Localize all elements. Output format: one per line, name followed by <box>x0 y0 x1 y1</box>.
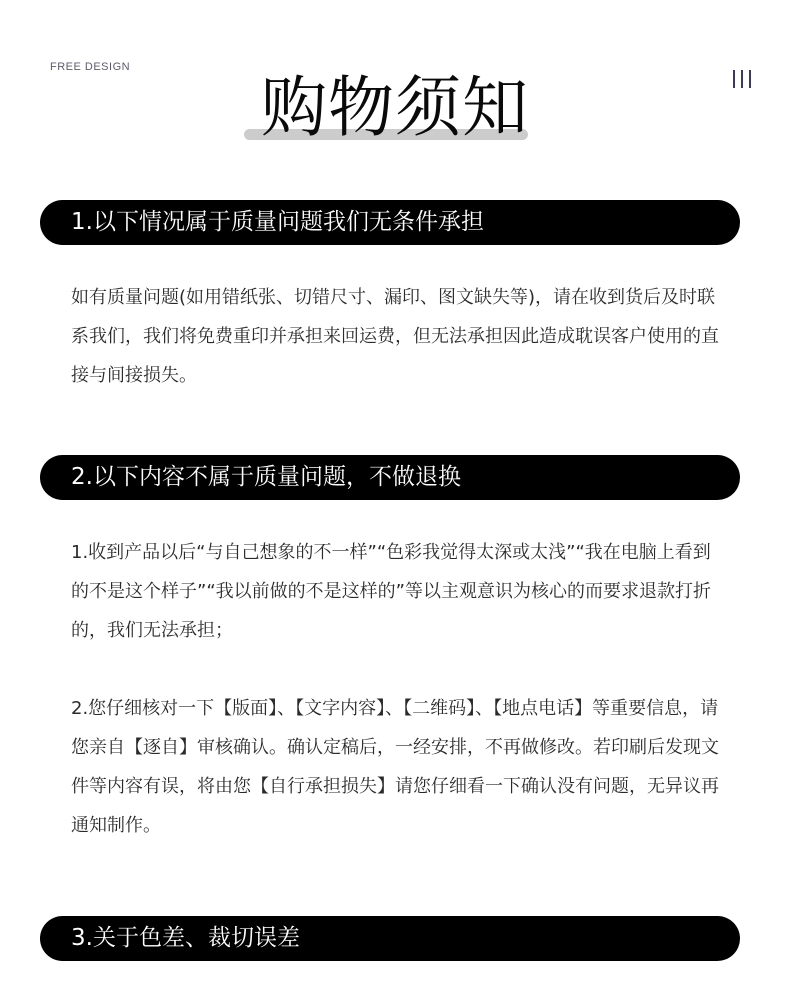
brand-label: FREE DESIGN <box>50 61 131 73</box>
section-1-paragraph: 如有质量问题(如用错纸张、切错尺寸、漏印、图文缺失等)，请在收到货后及时联系我们，我们将免费重印并承担来回运费，但无法承担因此造成耽误客户使用的直接与间接损失。 <box>71 287 719 386</box>
section-heading-1: 1.以下情况属于质量问题我们无条件承担 <box>40 200 740 245</box>
section-2-paragraph-2: 2.您仔细核对一下【版面】、【文字内容】、【二维码】、【地点电话】等重要信息，请您亲自【逐自】审核确认。确认定稿后，一经安排，不再做修改。若印刷后发现文件等内容有误，将由您【自行承担损失】请您仔细看一下确认没有问题，无异议再通知制作。 <box>71 698 719 836</box>
section-heading-3: 3.关于色差、裁切误差 <box>40 916 740 961</box>
page-title: 购物须知 <box>261 69 529 146</box>
section-heading-2: 2.以下内容不属于质量问题，不做退换 <box>40 455 740 500</box>
section-2-paragraph-1: 1.收到产品以后“与自己想象的不一样”“色彩我觉得太深或太浅”“我在电脑上看到的不是这个样子”“我以前做的不是这样的”等以主观意识为核心的而要求退款打折的，我们无法承担； <box>71 542 711 641</box>
